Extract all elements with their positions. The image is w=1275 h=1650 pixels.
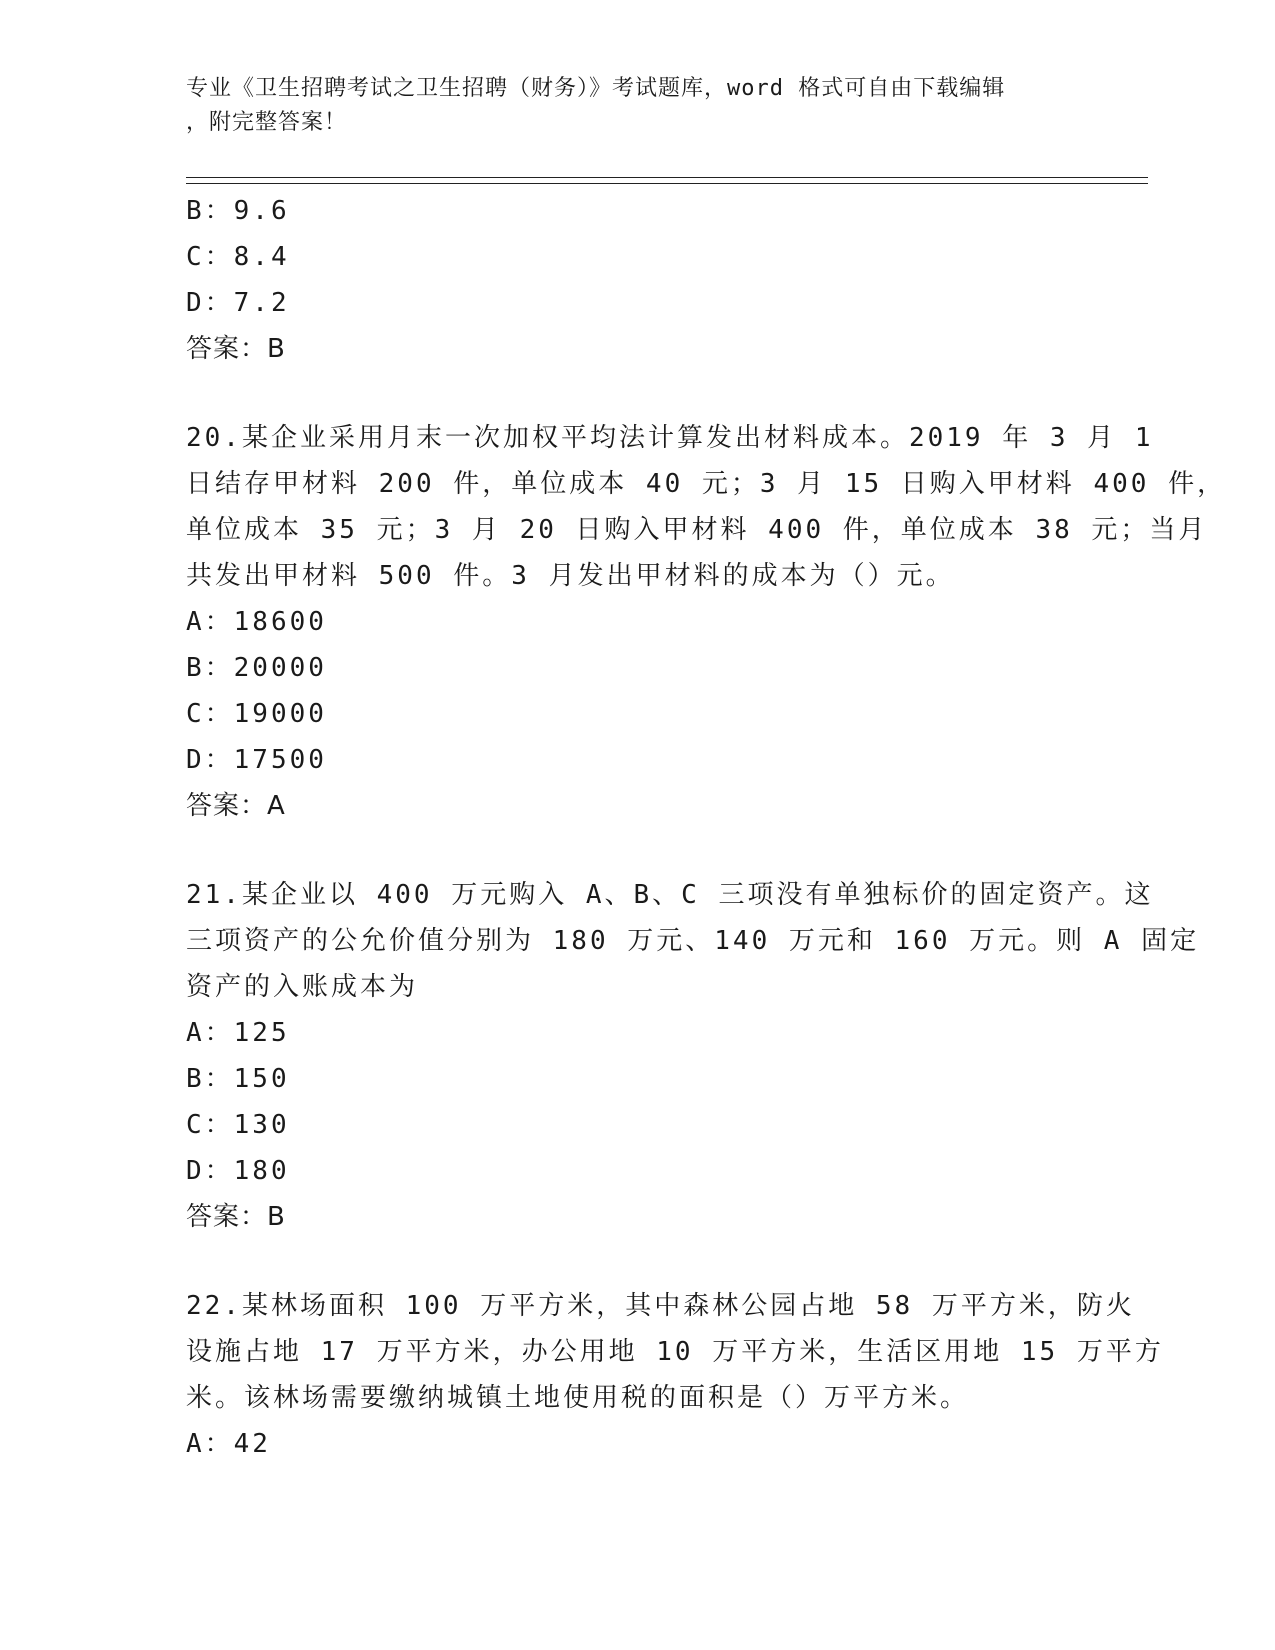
- option-c: C：130: [186, 1110, 290, 1140]
- question-22: [186, 1283, 1164, 1467]
- question-stem-line: 米。该林场需要缴纳城镇土地使用税的面积是（）万平方米。: [186, 1383, 970, 1413]
- question-stem-line: 资产的入账成本为: [186, 972, 419, 1002]
- question-stem-line: 单位成本 35 元；3 月 20 日购入甲材料 400 件，单位成本 38 元；当月: [186, 515, 1208, 545]
- question-gap: [186, 372, 1086, 415]
- header-divider-top: [186, 177, 1148, 178]
- question-content: [186, 188, 1227, 1467]
- question-19-tail: [186, 188, 1086, 372]
- question-stem-line: 设施占地 17 万平方米，办公用地 10 万平方米，生活区用地 15 万平方: [186, 1337, 1164, 1367]
- option-b: B：20000: [186, 653, 327, 683]
- answer-line: 答案：A: [186, 791, 286, 821]
- option-d: D：180: [186, 1156, 290, 1186]
- option-a: A：125: [186, 1018, 290, 1048]
- question-20: [186, 415, 1227, 829]
- question-21: [186, 872, 1200, 1240]
- question-gap: [186, 1240, 1086, 1283]
- option-d: D：17500: [186, 745, 327, 775]
- answer-line: 答案：B: [186, 334, 286, 364]
- document-header: [186, 72, 1086, 140]
- question-stem-line: 三项资产的公允价值分别为 180 万元、140 万元和 160 万元。则 A 固定: [186, 926, 1200, 956]
- question-stem-line: 日结存甲材料 200 件，单位成本 40 元；3 月 15 日购入甲材料 400 件，: [186, 469, 1227, 499]
- question-stem-line: 20.某企业采用月末一次加权平均法计算发出材料成本。2019 年 3 月 1: [186, 423, 1154, 453]
- answer-line: 答案：B: [186, 1202, 286, 1232]
- option-a: A：18600: [186, 607, 327, 637]
- option-d: D：7.2: [186, 288, 290, 318]
- option-c: C：19000: [186, 699, 327, 729]
- option-b: B：150: [186, 1064, 290, 1094]
- question-stem-line: 21.某企业以 400 万元购入 A、B、C 三项没有单独标价的固定资产。这: [186, 880, 1154, 910]
- option-a: A：42: [186, 1429, 271, 1459]
- header-line-2: ，附完整答案！: [186, 110, 348, 135]
- question-gap: [186, 829, 1086, 872]
- header-divider-bottom: [186, 183, 1148, 184]
- question-stem-line: 22.某林场面积 100 万平方米，其中森林公园占地 58 万平方米，防火: [186, 1291, 1135, 1321]
- option-b: B：9.6: [186, 196, 290, 226]
- header-line-1: 专业《卫生招聘考试之卫生招聘（财务）》考试题库，word 格式可自由下载编辑: [186, 76, 1006, 101]
- option-c: C：8.4: [186, 242, 290, 272]
- question-stem-line: 共发出甲材料 500 件。3 月发出甲材料的成本为（）元。: [186, 561, 955, 591]
